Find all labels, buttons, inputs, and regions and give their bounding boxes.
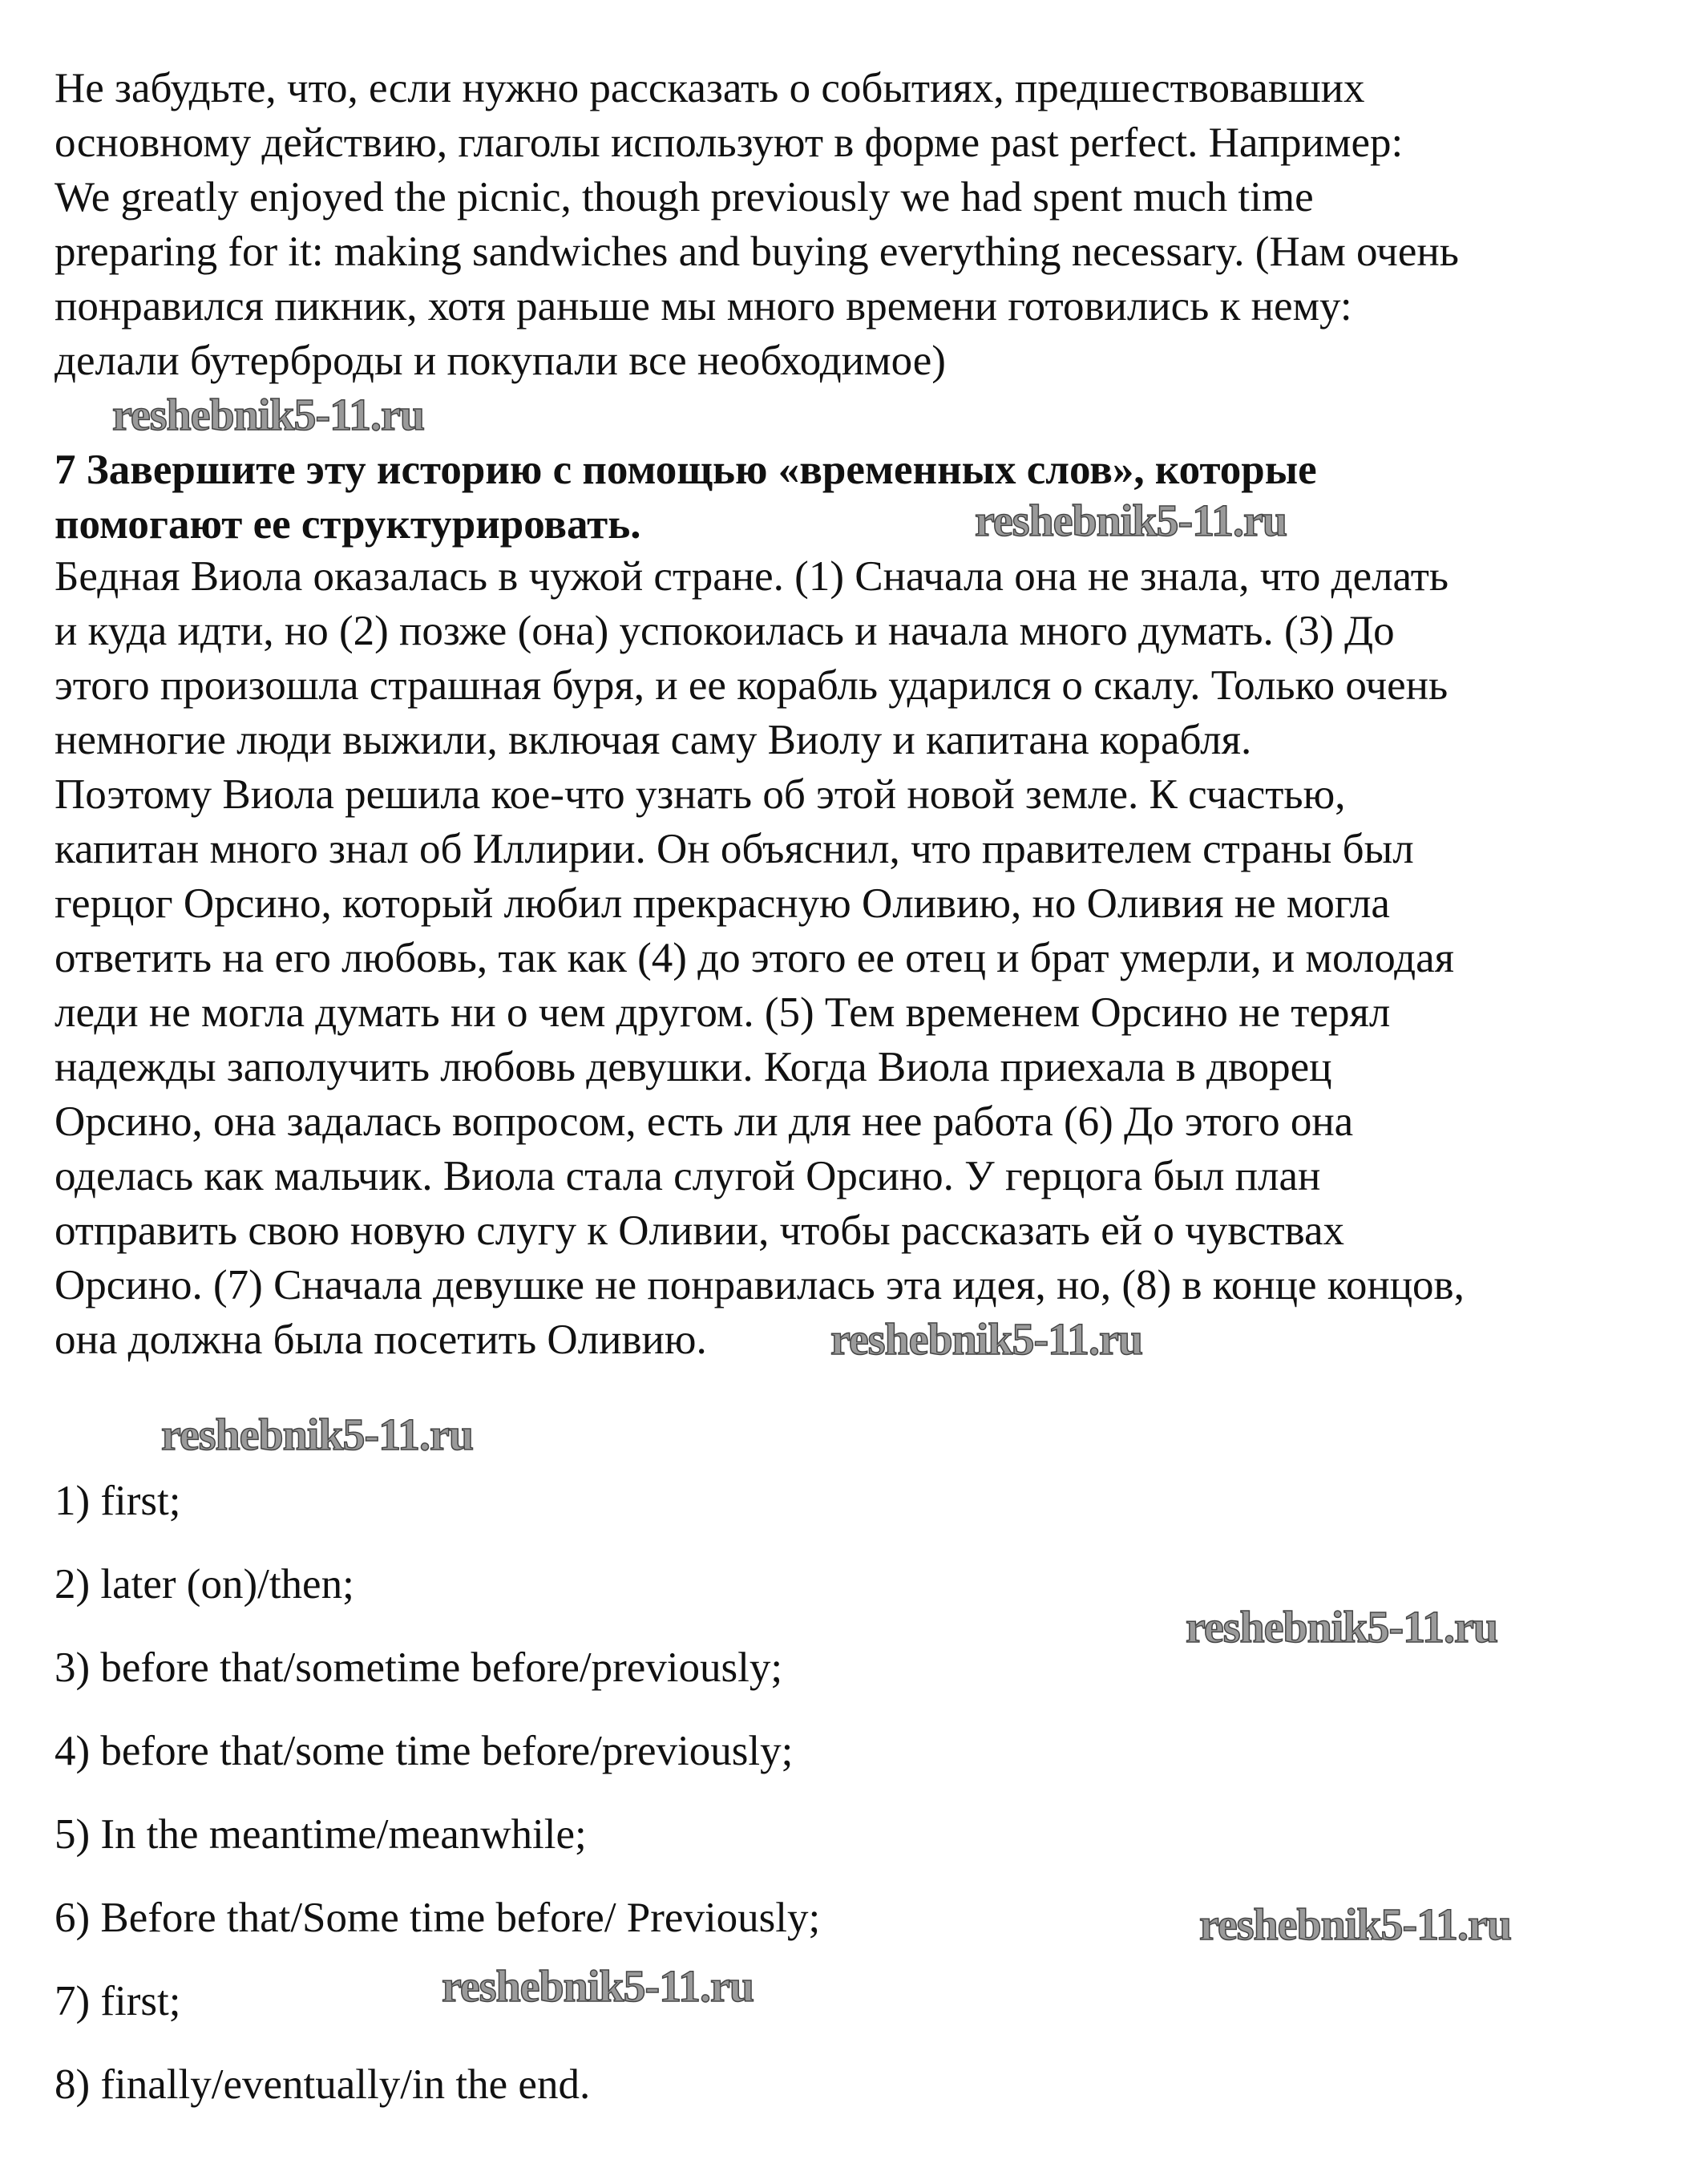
watermark: reshebnik5-11.ru bbox=[161, 1410, 474, 1460]
text-line: Поэтому Виола решила кое-что узнать об этой новой земле. К счастью, bbox=[55, 771, 1346, 818]
story-paragraph bbox=[55, 549, 1465, 1367]
text-line: отправить свою новую слугу к Оливии, чтобы рассказать ей о чувствах bbox=[55, 1207, 1345, 1254]
intro-paragraph bbox=[55, 61, 1459, 388]
text-line: немногие люди выжили, включая саму Виолу и капитана корабля. bbox=[55, 717, 1252, 763]
answer-item: 4) before that/some time before/previously; bbox=[55, 1728, 794, 1774]
text-line: делали бутерброды и покупали все необходимое) bbox=[55, 338, 946, 384]
text-line: Не забудьте, что, если нужно рассказать о событиях, предшествовавших bbox=[55, 65, 1365, 111]
text-line: она должна была посетить Оливию. bbox=[55, 1316, 707, 1363]
heading-line: 7 Завершите эту историю с помощью «временных слов», которые bbox=[55, 447, 1317, 493]
answer-item: 2) later (on)/then; bbox=[55, 1561, 354, 1608]
text-line: этого произошла страшная буря, и ее корабль ударился о скалу. Только очень bbox=[55, 662, 1449, 709]
text-line: ответить на его любовь, так как (4) до этого ее отец и брат умерли, и молодая bbox=[55, 935, 1455, 981]
answers-list bbox=[55, 1459, 820, 2126]
text-line: preparing for it: making sandwiches and buying everything necessary. (Нам очень bbox=[55, 229, 1459, 275]
text-line: Орсино, она задалась вопросом, есть ли для нее работа (6) До этого она bbox=[55, 1098, 1354, 1145]
text-line: леди не могла думать ни о чем другом. (5) Тем временем Орсино не терял bbox=[55, 989, 1391, 1036]
watermark: reshebnik5-11.ru bbox=[112, 390, 425, 440]
text-line: Орсино. (7) Сначала девушке не понравилась эта идея, но, (8) в конце концов, bbox=[55, 1262, 1465, 1308]
text-line: Бедная Виола оказалась в чужой стране. (1) Сначала она не знала, что делать bbox=[55, 553, 1449, 600]
watermark: reshebnik5-11.ru bbox=[442, 1962, 754, 2012]
watermark: reshebnik5-11.ru bbox=[1186, 1603, 1498, 1652]
watermark: reshebnik5-11.ru bbox=[975, 496, 1287, 546]
answer-item: 8) finally/eventually/in the end. bbox=[55, 2061, 591, 2108]
text-line: и куда идти, но (2) позже (она) успокоилась и начала много думать. (3) До bbox=[55, 608, 1395, 654]
text-line: оделась как мальчик. Виола стала слугой Орсино. У герцога был план bbox=[55, 1153, 1321, 1199]
answer-item: 3) before that/sometime before/previously; bbox=[55, 1644, 783, 1691]
watermark: reshebnik5-11.ru bbox=[830, 1315, 1143, 1365]
answer-item: 6) Before that/Some time before/ Previously; bbox=[55, 1895, 821, 1941]
answer-item: 7) first; bbox=[55, 1978, 181, 2024]
watermark: reshebnik5-11.ru bbox=[1199, 1900, 1512, 1950]
text-line: надежды заполучить любовь девушки. Когда Виола приехала в дворец bbox=[55, 1044, 1332, 1090]
text-line: основному действию, глаголы используют в форме past perfect. Например: bbox=[55, 119, 1404, 166]
text-line: We greatly enjoyed the picnic, though previously we had spent much time bbox=[55, 174, 1314, 220]
text-line: понравился пикник, хотя раньше мы много времени готовились к нему: bbox=[55, 283, 1352, 330]
answer-item: 5) In the meantime/meanwhile; bbox=[55, 1811, 587, 1858]
heading-line: помогают ее структурировать. bbox=[55, 501, 641, 548]
answer-item: 1) first; bbox=[55, 1478, 181, 1524]
text-line: герцог Орсино, который любил прекрасную Оливию, но Оливия не могла bbox=[55, 880, 1390, 927]
text-line: капитан много знал об Иллирии. Он объяснил, что правителем страны был bbox=[55, 826, 1414, 872]
